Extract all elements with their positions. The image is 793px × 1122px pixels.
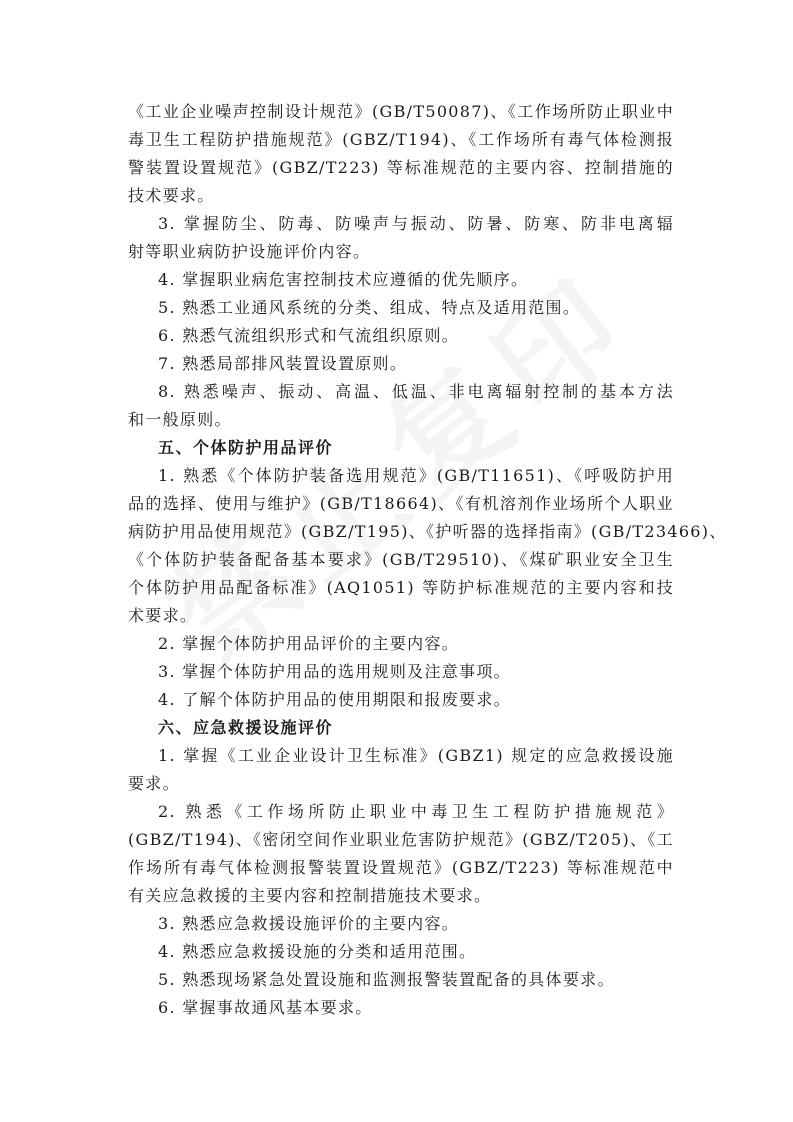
list-item: 8. 熟悉噪声、振动、高温、低温、非电离辐射控制的基本方法 [158,382,674,401]
text-line: 要求。 [128,774,180,793]
list-item: 7. 熟悉局部排风装置设置原则。 [158,354,408,373]
text-line: 和一般原则。 [128,410,232,429]
text-line: 技术要求。 [128,186,215,205]
list-item: 3. 掌握防尘、防毒、防噪声与振动、防暑、防寒、防非电离辐 [158,214,674,233]
list-item: 2. 掌握个体防护用品评价的主要内容。 [158,634,460,653]
list-item: 6. 掌握事故通风基本要求。 [158,998,373,1017]
list-item: 1. 掌握《工业企业设计卫生标准》(GBZ1) 规定的应急救援设施 [158,746,674,765]
section-heading: 六、应急救援设施评价 [158,718,334,737]
text-line: 毒卫生工程防护措施规范》(GBZ/T194)、《工作场所有毒气体检测报 [128,130,674,149]
list-item: 1. 熟悉《个体防护装备选用规范》(GB/T11651)、《呼吸防护用 [158,466,674,485]
section-heading: 五、个体防护用品评价 [158,438,334,457]
text-line: (GBZ/T194)、《密闭空间作业职业危害防护规范》(GBZ/T205)、《工 [128,830,674,849]
list-item: 4. 熟悉应急救援设施的分类和适用范围。 [158,942,477,961]
list-item: 5. 熟悉现场紧急处置设施和监测报警装置配备的具体要求。 [158,970,615,989]
text-line: 《工业企业噪声控制设计规范》(GB/T50087)、《工作场所防止职业中 [128,102,674,121]
text-line: 射等职业病防护设施评价内容。 [128,242,371,261]
text-line: 作场所有毒气体检测报警装置设置规范》(GBZ/T223) 等标准规范中 [128,858,674,877]
list-item: 5. 熟悉工业通风系统的分类、组成、特点及适用范围。 [158,298,581,317]
text-line: 品的选择、使用与维护》(GB/T18664)、《有机溶剂作业场所个人职业 [128,494,674,513]
text-line: 有关应急救援的主要内容和控制措施技术要求。 [128,886,492,905]
list-item: 4. 掌握职业病危害控制技术应遵循的优先顺序。 [158,270,529,289]
list-item: 3. 掌握个体防护用品的选用规则及注意事项。 [158,662,511,681]
list-item: 4. 了解个体防护用品的使用期限和报废要求。 [158,690,511,709]
text-line: 警装置设置规范》(GBZ/T223) 等标准规范的主要内容、控制措施的 [128,158,674,177]
text-line: 《个体防护装备配备基本要求》(GB/T29510)、《煤矿职业安全卫生 [128,550,674,569]
text-line: 个体防护用品配备标准》(AQ1051) 等防护标准规范的主要内容和技 [128,578,674,597]
text-line: 病防护用品使用规范》(GBZ/T195)、《护听器的选择指南》(GB/T23466)、 [128,522,727,541]
list-item: 3. 熟悉应急救援设施评价的主要内容。 [158,914,460,933]
list-item: 2. 熟悉《工作场所防止职业中毒卫生工程防护措施规范》 [158,802,674,821]
list-item: 6. 熟悉气流组织形式和气流组织原则。 [158,326,460,345]
text-line: 术要求。 [128,606,198,625]
